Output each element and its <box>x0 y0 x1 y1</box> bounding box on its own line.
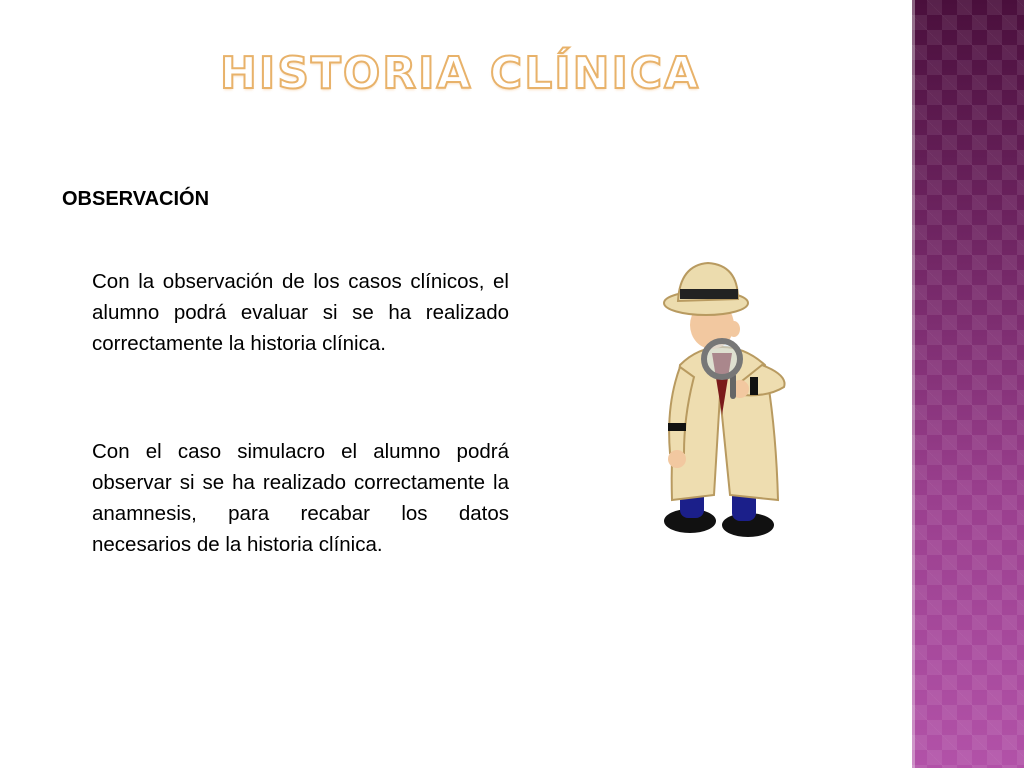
band-edge <box>912 0 915 768</box>
section-heading: OBSERVACIÓN <box>62 188 210 210</box>
slide-title: HISTORIA CLÍNICA <box>220 48 701 99</box>
paragraph-2: Con el caso simulacro el alumno podrá observar si se ha realizado correctamente la anamnesis, para recabar los datos necesarios de la historia clínica. <box>92 440 509 556</box>
decorative-side-band <box>912 0 1024 768</box>
diamond-pattern <box>912 0 1024 768</box>
paragraph-1: Con la observación de los casos clínicos, el alumno podrá evaluar si se ha realizado correctamente la historia clínica. <box>92 270 509 355</box>
detective-with-magnifying-glass-icon <box>650 255 800 545</box>
